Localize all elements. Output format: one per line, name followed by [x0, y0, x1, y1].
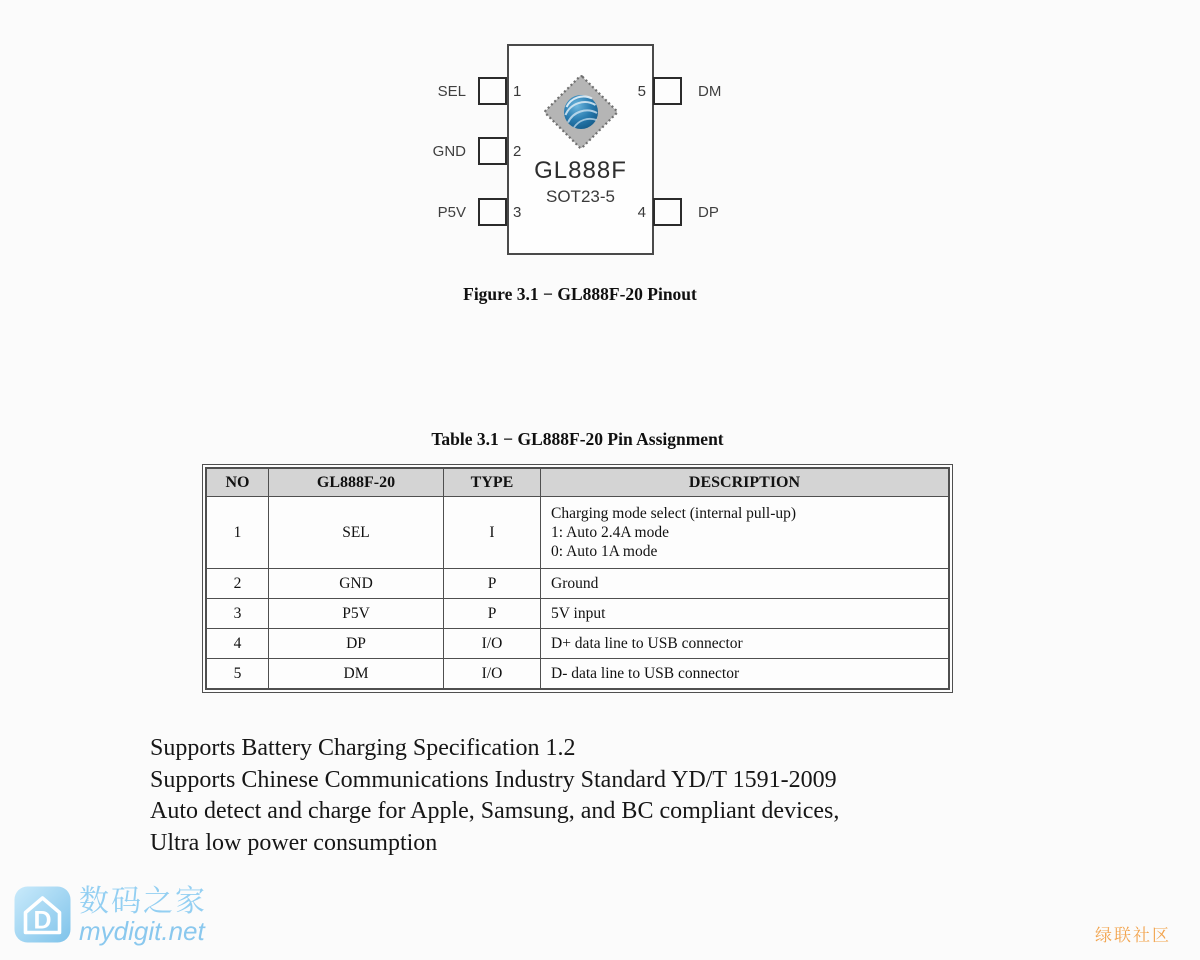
- description-line: D+ data line to USB connector: [551, 635, 743, 652]
- pin-assignment-table: [202, 464, 953, 693]
- svg-text:D: D: [33, 906, 52, 935]
- cell-no: 3: [207, 599, 269, 629]
- table-row: [207, 497, 949, 569]
- pin-label-dm: DM: [698, 83, 722, 100]
- col-header-no: NO: [207, 469, 269, 497]
- description-line: 0: Auto 1A mode: [551, 543, 658, 560]
- pin-number: 1: [513, 83, 522, 100]
- description-line: D- data line to USB connector: [551, 665, 740, 682]
- description-line: Charging mode select (internal pull-up): [551, 505, 797, 522]
- table-header-row: [207, 469, 949, 497]
- pin-box-3: [478, 198, 507, 226]
- feature-list: [150, 733, 1010, 859]
- feature-line: Supports Chinese Communications Industry Standard YD/T 1591-2009: [150, 766, 837, 793]
- description-line: 5V input: [551, 605, 606, 622]
- cell-description: [541, 629, 949, 659]
- mydigit-site-name: 数码之家: [79, 885, 207, 918]
- pin-box-1: [478, 77, 507, 105]
- pin-number: 3: [513, 204, 522, 221]
- cell-type: I/O: [444, 629, 541, 659]
- cell-name: P5V: [269, 599, 444, 629]
- col-header-type: TYPE: [444, 469, 541, 497]
- feature-line: Auto detect and charge for Apple, Samsung, and BC compliant devices,: [150, 798, 840, 824]
- cell-no: 2: [207, 569, 269, 599]
- chip-package: SOT23-5: [546, 187, 615, 206]
- table-row: [207, 659, 949, 689]
- figure-caption: Figure 3.1 − GL888F-20 Pinout: [463, 284, 697, 304]
- cell-description: [541, 599, 949, 629]
- cell-no: 1: [207, 497, 269, 569]
- cell-no: 5: [207, 659, 269, 689]
- vendor-globe-icon: [541, 72, 621, 152]
- table-row: [207, 569, 949, 599]
- pin-box-2: [478, 137, 507, 165]
- mydigit-site-url: mydigit.net: [79, 916, 205, 946]
- pin-box-5: [653, 77, 682, 105]
- table-row: [207, 599, 949, 629]
- cell-description: [541, 497, 949, 569]
- cell-name: GND: [269, 569, 444, 599]
- cell-name: SEL: [269, 497, 444, 569]
- pin-label-gnd: GND: [432, 143, 466, 160]
- cell-description: [541, 659, 949, 689]
- cell-name: DM: [269, 659, 444, 689]
- mydigit-watermark: [14, 886, 207, 945]
- pin-number: 5: [637, 83, 646, 100]
- description-line: 1: Auto 2.4A mode: [551, 524, 669, 541]
- cell-type: P: [444, 599, 541, 629]
- table-row: [207, 629, 949, 659]
- pin-label-dp: DP: [698, 204, 719, 221]
- pin-label-sel: SEL: [437, 83, 466, 100]
- pin-number: 4: [637, 204, 646, 221]
- feature-line: Ultra low power consumption: [150, 829, 438, 856]
- pin-number: 2: [513, 143, 522, 160]
- cell-no: 4: [207, 629, 269, 659]
- description-line: Ground: [551, 575, 599, 592]
- chip-name: GL888F: [534, 157, 627, 184]
- col-header-description: DESCRIPTION: [541, 469, 949, 497]
- ugreen-community-watermark: 绿联社区: [1095, 926, 1171, 945]
- col-header-name: GL888F-20: [269, 469, 444, 497]
- cell-type: P: [444, 569, 541, 599]
- pin-box-4: [653, 198, 682, 226]
- mydigit-home-icon: [14, 886, 71, 943]
- table-caption: Table 3.1 − GL888F-20 Pin Assignment: [431, 429, 724, 449]
- cell-type: I/O: [444, 659, 541, 689]
- cell-description: [541, 569, 949, 599]
- cell-type: I: [444, 497, 541, 569]
- feature-line: Supports Battery Charging Specification 1.2: [150, 735, 576, 761]
- pin-label-p5v: P5V: [437, 204, 466, 221]
- cell-name: DP: [269, 629, 444, 659]
